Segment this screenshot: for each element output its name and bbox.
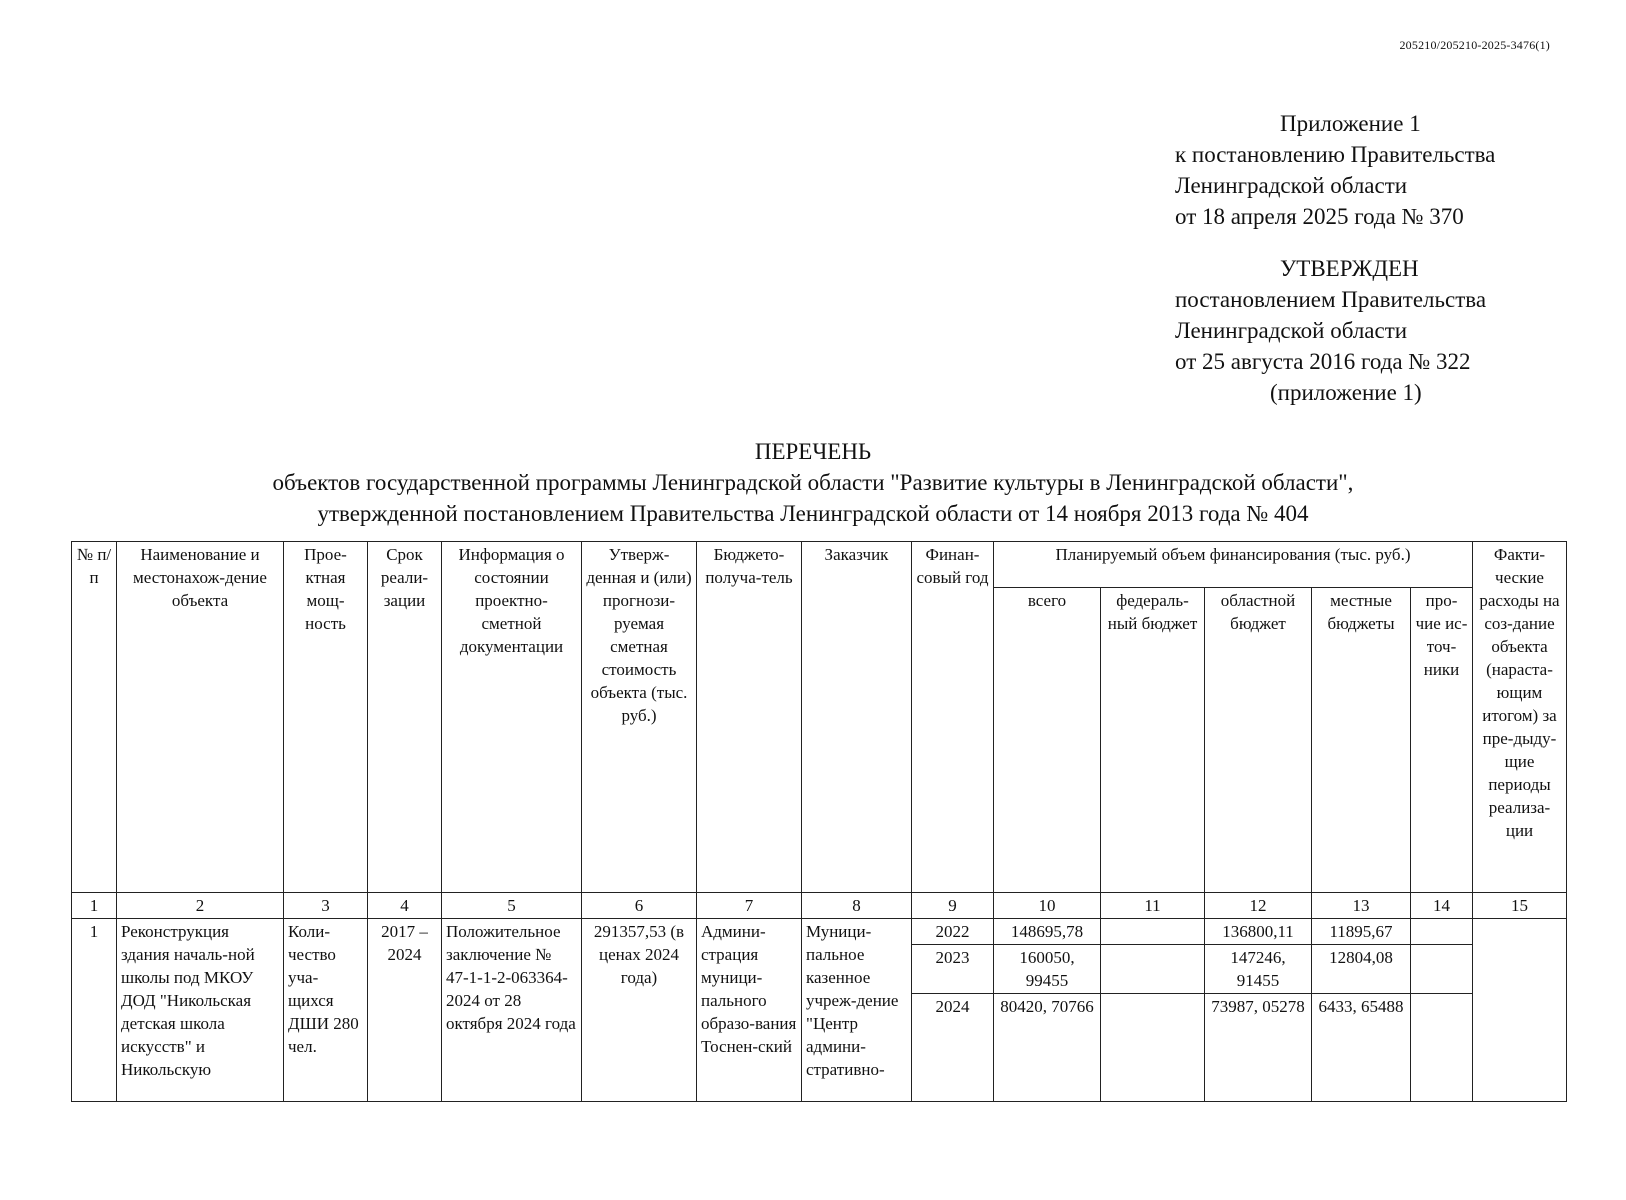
header-no: № п/п [72,542,117,893]
row-design-info: Положительное заключение № 47-1-1-2-063364-2024 от 28 октября 2024 года [442,919,582,1102]
header-actual: Факти-ческие расходы на соз-дание объекта (нараста-ющим итогом) за пре-дыду-щие периоды реализа-ции [1473,542,1567,893]
approved-line: Ленинградской области [1175,318,1408,343]
approved-line: УТВЕРЖДЕН [1280,256,1419,281]
header-total: всего [994,588,1101,893]
row-customer: Муници-пальное казенное учреж-дение "Центр админи-стративно- [802,919,912,1102]
column-number: 3 [284,893,368,919]
column-number: 9 [912,893,994,919]
column-number: 12 [1205,893,1312,919]
header-planned-group: Планируемый объем финансирования (тыс. руб.) [994,542,1473,588]
heading-line: объектов государственной программы Ленинградской области "Развитие культуры в Ленинградской области", [272,470,1354,495]
column-number: 10 [994,893,1101,919]
row-term: 2017 – 2024 [368,919,442,1102]
cell-local: 6433, 65488 [1312,994,1411,1102]
column-number: 2 [117,893,284,919]
header-regional: областной бюджет [1205,588,1312,893]
row-capacity: Коли-чество уча-щихся ДШИ 280 чел. [284,919,368,1102]
cell-local: 12804,08 [1312,945,1411,994]
header-design-info: Информация о состоянии проектно-сметной документации [442,542,582,893]
header-name: Наименование и местонахож-дение объекта [117,542,284,893]
row-name: Реконструкция здания началь-ной школы под МКОУ ДОД "Никольская детская школа искусств" и Никольскую [117,919,284,1102]
header-recipient: Бюджето-получа-тель [697,542,802,893]
appendix-block [1175,108,1595,232]
column-number: 15 [1473,893,1567,919]
cell-federal [1101,994,1205,1102]
document-heading [0,436,1626,529]
header-other: про-чие ис-точ-ники [1411,588,1473,893]
approved-line: от 25 августа 2016 года № 322 [1175,349,1471,374]
approved-line: (приложение 1) [1270,380,1422,405]
appendix-line: Приложение 1 [1280,111,1421,136]
appendix-line: Ленинградской области [1175,173,1408,198]
column-number-row [72,893,1567,919]
row-recipient: Админи-страция муници-пального образо-вания Тоснен-ский [697,919,802,1102]
objects-table [71,541,1567,1102]
cell-local: 11895,67 [1312,919,1411,945]
column-number: 8 [802,893,912,919]
cell-year: 2023 [912,945,994,994]
cell-year: 2024 [912,994,994,1102]
cell-regional: 73987, 05278 [1205,994,1312,1102]
column-number: 14 [1411,893,1473,919]
header-cost: Утверж-денная и (или) прогнози-руемая сметная стоимость объекта (тыс. руб.) [582,542,697,893]
column-number: 13 [1312,893,1411,919]
document-number: 205210/205210-2025-3476(1) [1399,38,1550,52]
cell-total: 148695,78 [994,919,1101,945]
header-local: местные бюджеты [1312,588,1411,893]
cell-other [1411,945,1473,994]
column-number: 5 [442,893,582,919]
row-actual [1473,919,1567,1102]
cell-regional: 136800,11 [1205,919,1312,945]
header-customer: Заказчик [802,542,912,893]
header-capacity: Прое-ктная мощ-ность [284,542,368,893]
table-row [72,919,1567,945]
row-cost: 291357,53 (в ценах 2024 года) [582,919,697,1102]
cell-federal [1101,919,1205,945]
cell-other [1411,994,1473,1102]
cell-regional: 147246, 91455 [1205,945,1312,994]
document-title: ПЕРЕЧЕНЬ [754,439,872,464]
cell-other [1411,919,1473,945]
cell-federal [1101,945,1205,994]
row-no: 1 [72,919,117,1102]
appendix-line: от 18 апреля 2025 года № 370 [1175,204,1464,229]
header-term: Срок реали-зации [368,542,442,893]
cell-total: 80420, 70766 [994,994,1101,1102]
cell-year: 2022 [912,919,994,945]
column-number: 4 [368,893,442,919]
header-federal: федераль-ный бюджет [1101,588,1205,893]
column-number: 7 [697,893,802,919]
cell-total: 160050, 99455 [994,945,1101,994]
heading-line: утвержденной постановлением Правительства Ленинградской области от 14 ноября 2013 года № 404 [317,501,1309,526]
column-number: 11 [1101,893,1205,919]
header-fin-year: Финан-совый год [912,542,994,893]
approved-line: постановлением Правительства [1175,287,1487,312]
approved-block [1175,253,1595,408]
appendix-line: к постановлению Правительства [1175,142,1496,167]
column-number: 6 [582,893,697,919]
column-number: 1 [72,893,117,919]
